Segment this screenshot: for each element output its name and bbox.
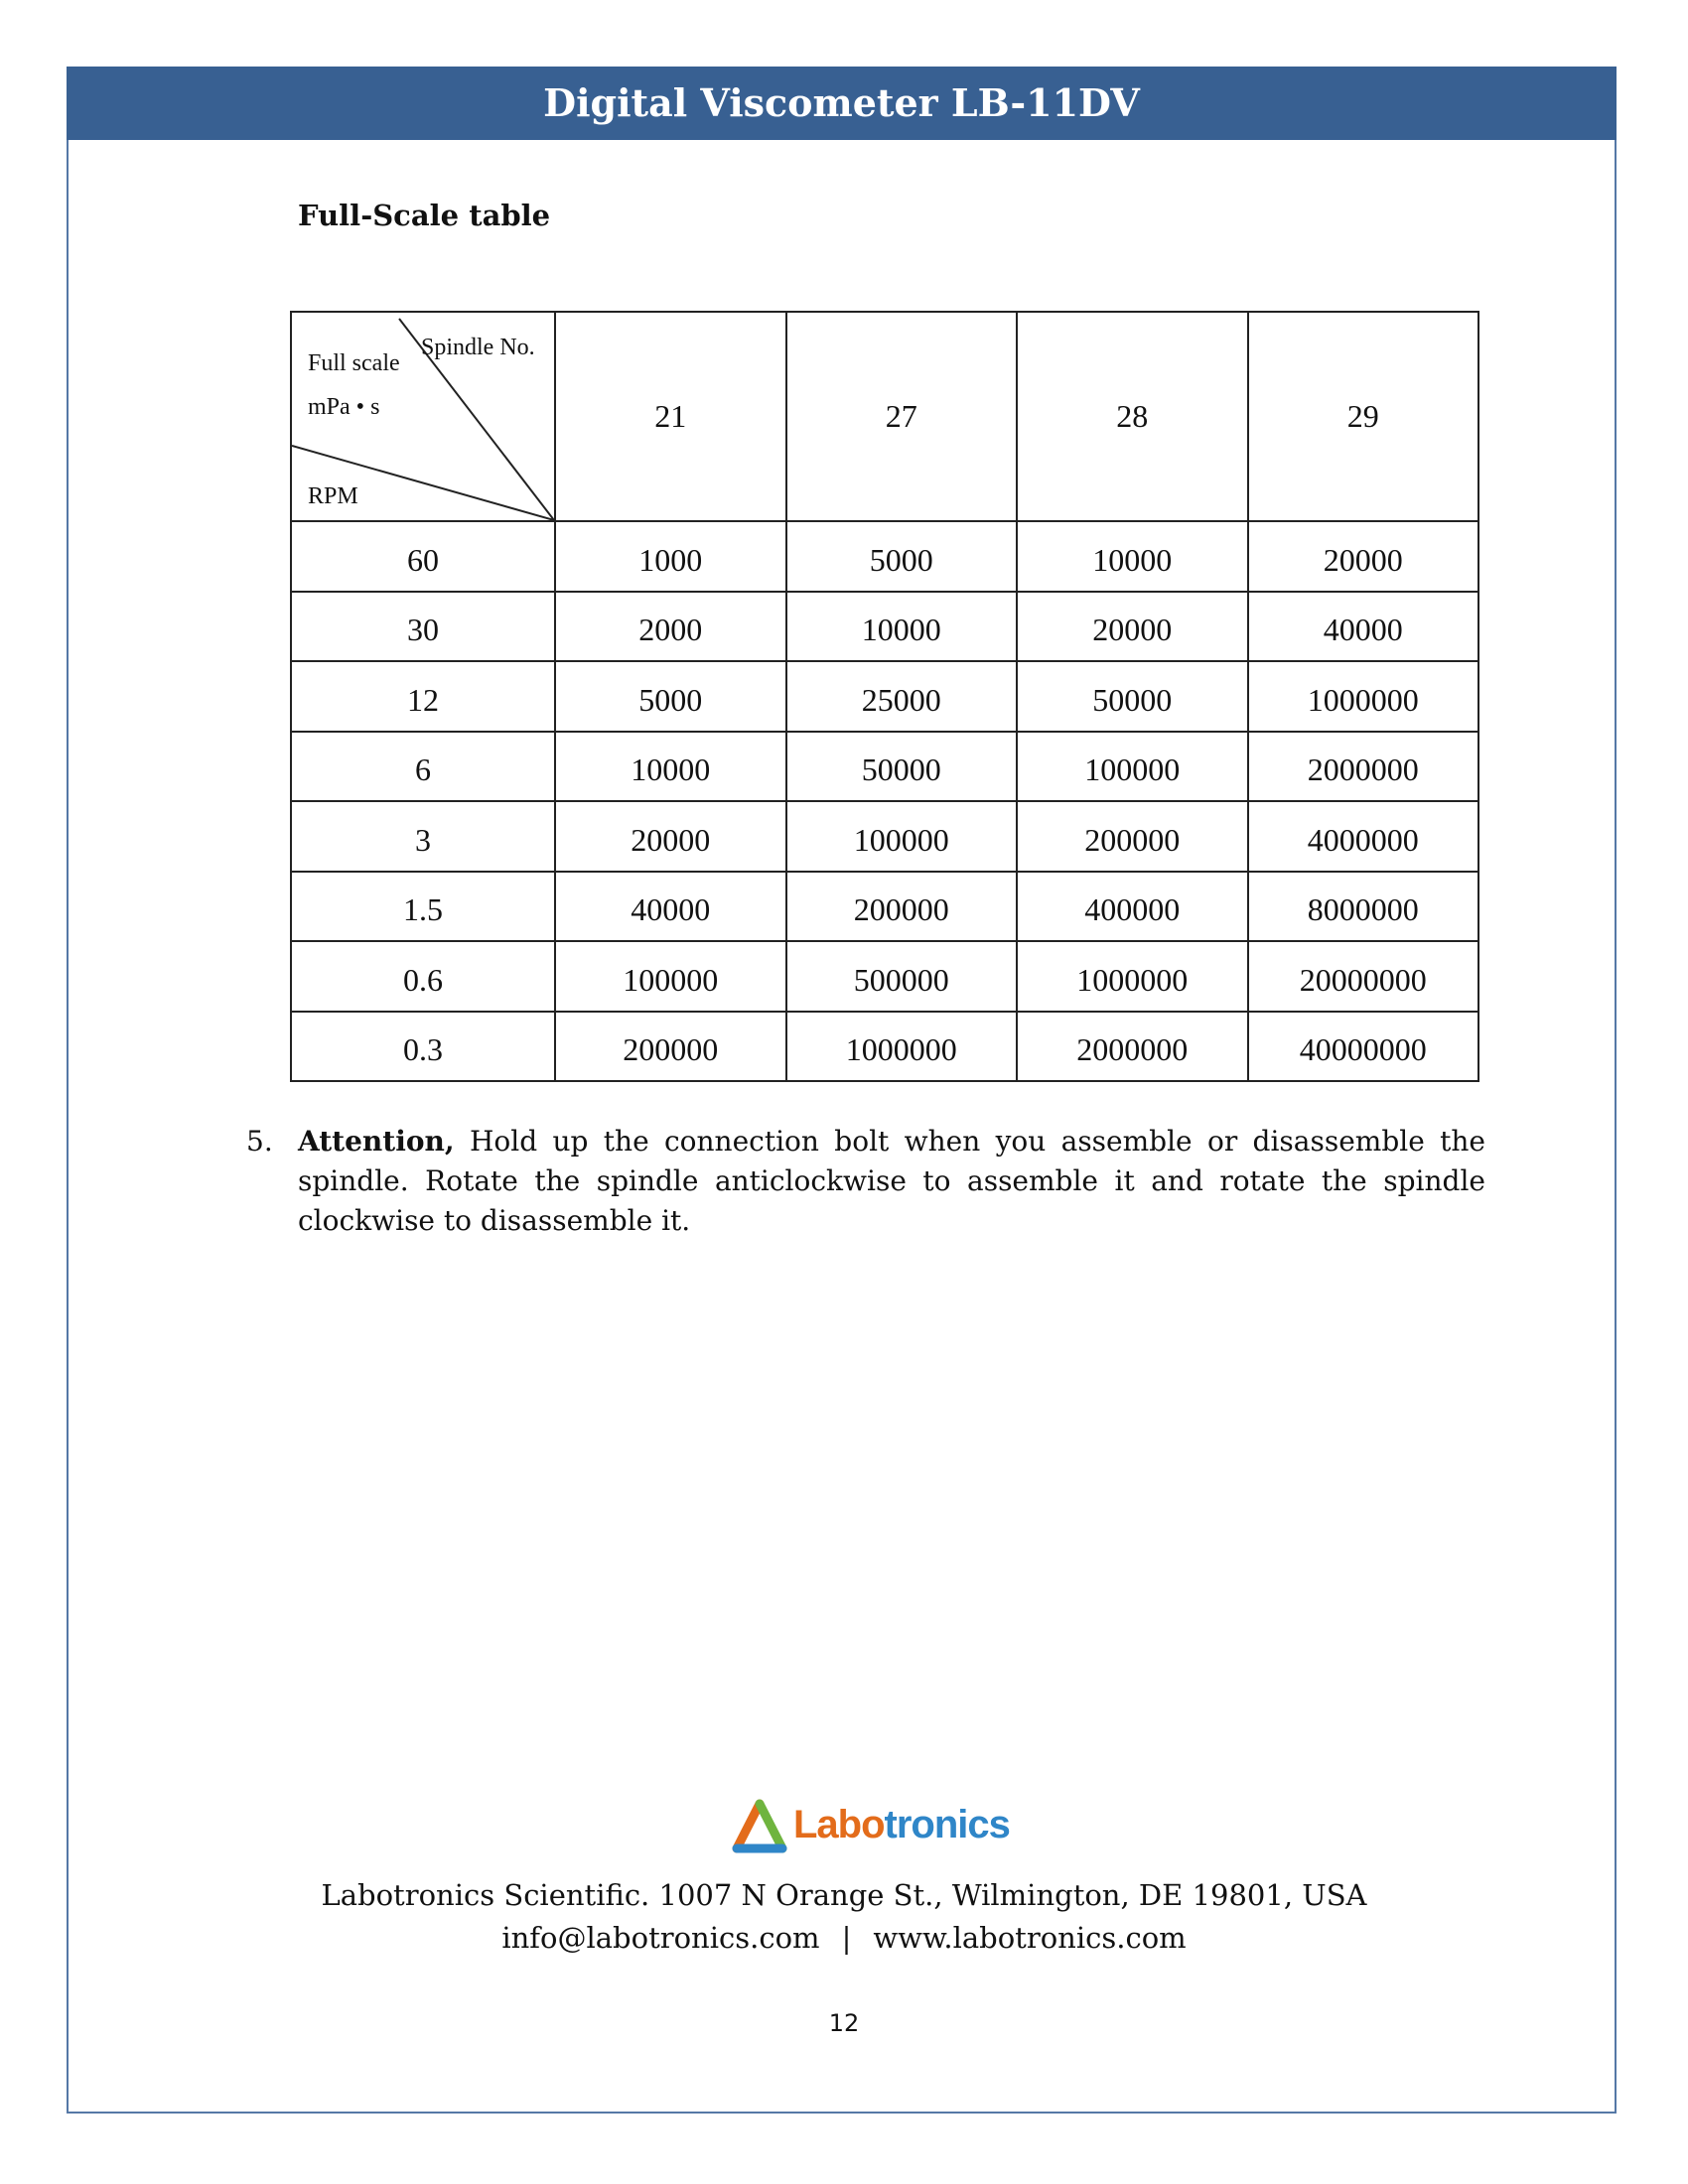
value-cell: 20000 [1017, 592, 1248, 662]
instruction-item [246, 1122, 1485, 1241]
triangle-logo-icon [730, 1799, 789, 1854]
corner-fullscale-label: Full scale [308, 350, 400, 376]
value-cell: 1000 [555, 521, 786, 592]
table-row [291, 592, 1478, 662]
value-cell: 2000000 [1017, 1012, 1248, 1082]
value-cell: 5000 [555, 661, 786, 732]
footer-email[interactable]: info@labotronics.com [501, 1921, 820, 1955]
corner-spindle-label: Spindle No. [421, 335, 535, 360]
value-cell: 100000 [1017, 732, 1248, 802]
instruction-text: Hold up the connection bolt when you assemble or disassemble the spindle. Rotate the spindle anticlockwise to assemble it and rotate the spindle clockwise to disassemble it. [298, 1125, 1486, 1237]
value-cell: 20000 [1248, 521, 1479, 592]
instruction-lead: Attention, [298, 1125, 455, 1158]
value-cell: 40000 [555, 872, 786, 942]
rpm-cell: 30 [291, 592, 555, 662]
header-title: Digital Viscometer LB-11DV [543, 80, 1140, 125]
spindle-header: 27 [786, 312, 1018, 521]
value-cell: 2000000 [1248, 732, 1479, 802]
value-cell: 2000 [555, 592, 786, 662]
page-header [67, 67, 1617, 140]
spindle-header: 28 [1017, 312, 1248, 521]
spindle-header: 29 [1248, 312, 1479, 521]
labotronics-logo [730, 1799, 1008, 1858]
table-row [291, 1012, 1478, 1082]
value-cell: 8000000 [1248, 872, 1479, 942]
footer-contact [0, 1921, 1688, 1955]
value-cell: 200000 [1017, 801, 1248, 872]
value-cell: 400000 [1017, 872, 1248, 942]
value-cell: 5000 [786, 521, 1018, 592]
instruction-body [298, 1122, 1485, 1241]
table-row [291, 872, 1478, 942]
logo-wordmark [793, 1803, 1010, 1847]
value-cell: 200000 [786, 872, 1018, 942]
corner-rpm-label: RPM [308, 483, 358, 509]
value-cell: 40000 [1248, 592, 1479, 662]
table-row [291, 941, 1478, 1012]
value-cell: 1000000 [1017, 941, 1248, 1012]
value-cell: 20000 [555, 801, 786, 872]
rpm-cell: 1.5 [291, 872, 555, 942]
value-cell: 10000 [786, 592, 1018, 662]
rpm-cell: 60 [291, 521, 555, 592]
rpm-cell: 6 [291, 732, 555, 802]
section-title: Full-Scale table [298, 199, 551, 232]
table-row [291, 521, 1478, 592]
spindle-header: 21 [555, 312, 786, 521]
value-cell: 200000 [555, 1012, 786, 1082]
corner-unit-label: mPa • s [308, 394, 380, 420]
instruction-number: 5. [246, 1125, 273, 1158]
logo-wordmark-tronics: tronics [884, 1803, 1010, 1846]
value-cell: 100000 [555, 941, 786, 1012]
rpm-cell: 12 [291, 661, 555, 732]
table-corner-cell [291, 312, 555, 521]
value-cell: 25000 [786, 661, 1018, 732]
full-scale-table [290, 311, 1479, 1082]
value-cell: 1000000 [1248, 661, 1479, 732]
rpm-cell: 0.3 [291, 1012, 555, 1082]
rpm-cell: 3 [291, 801, 555, 872]
value-cell: 4000000 [1248, 801, 1479, 872]
value-cell: 100000 [786, 801, 1018, 872]
value-cell: 1000000 [786, 1012, 1018, 1082]
value-cell: 40000000 [1248, 1012, 1479, 1082]
value-cell: 50000 [786, 732, 1018, 802]
table-header-row [291, 312, 1478, 521]
page-number: 12 [828, 2009, 860, 2037]
footer-website[interactable]: www.labotronics.com [873, 1921, 1187, 1955]
value-cell: 10000 [555, 732, 786, 802]
footer-address: Labotronics Scientific. 1007 N Orange St., Wilmington, DE 19801, USA [321, 1878, 1367, 1912]
value-cell: 50000 [1017, 661, 1248, 732]
footer-separator: | [841, 1921, 852, 1955]
value-cell: 20000000 [1248, 941, 1479, 1012]
rpm-cell: 0.6 [291, 941, 555, 1012]
logo-wordmark-labo: Labo [793, 1803, 885, 1846]
table-row [291, 801, 1478, 872]
value-cell: 500000 [786, 941, 1018, 1012]
value-cell: 10000 [1017, 521, 1248, 592]
table-row [291, 661, 1478, 732]
table-row [291, 732, 1478, 802]
